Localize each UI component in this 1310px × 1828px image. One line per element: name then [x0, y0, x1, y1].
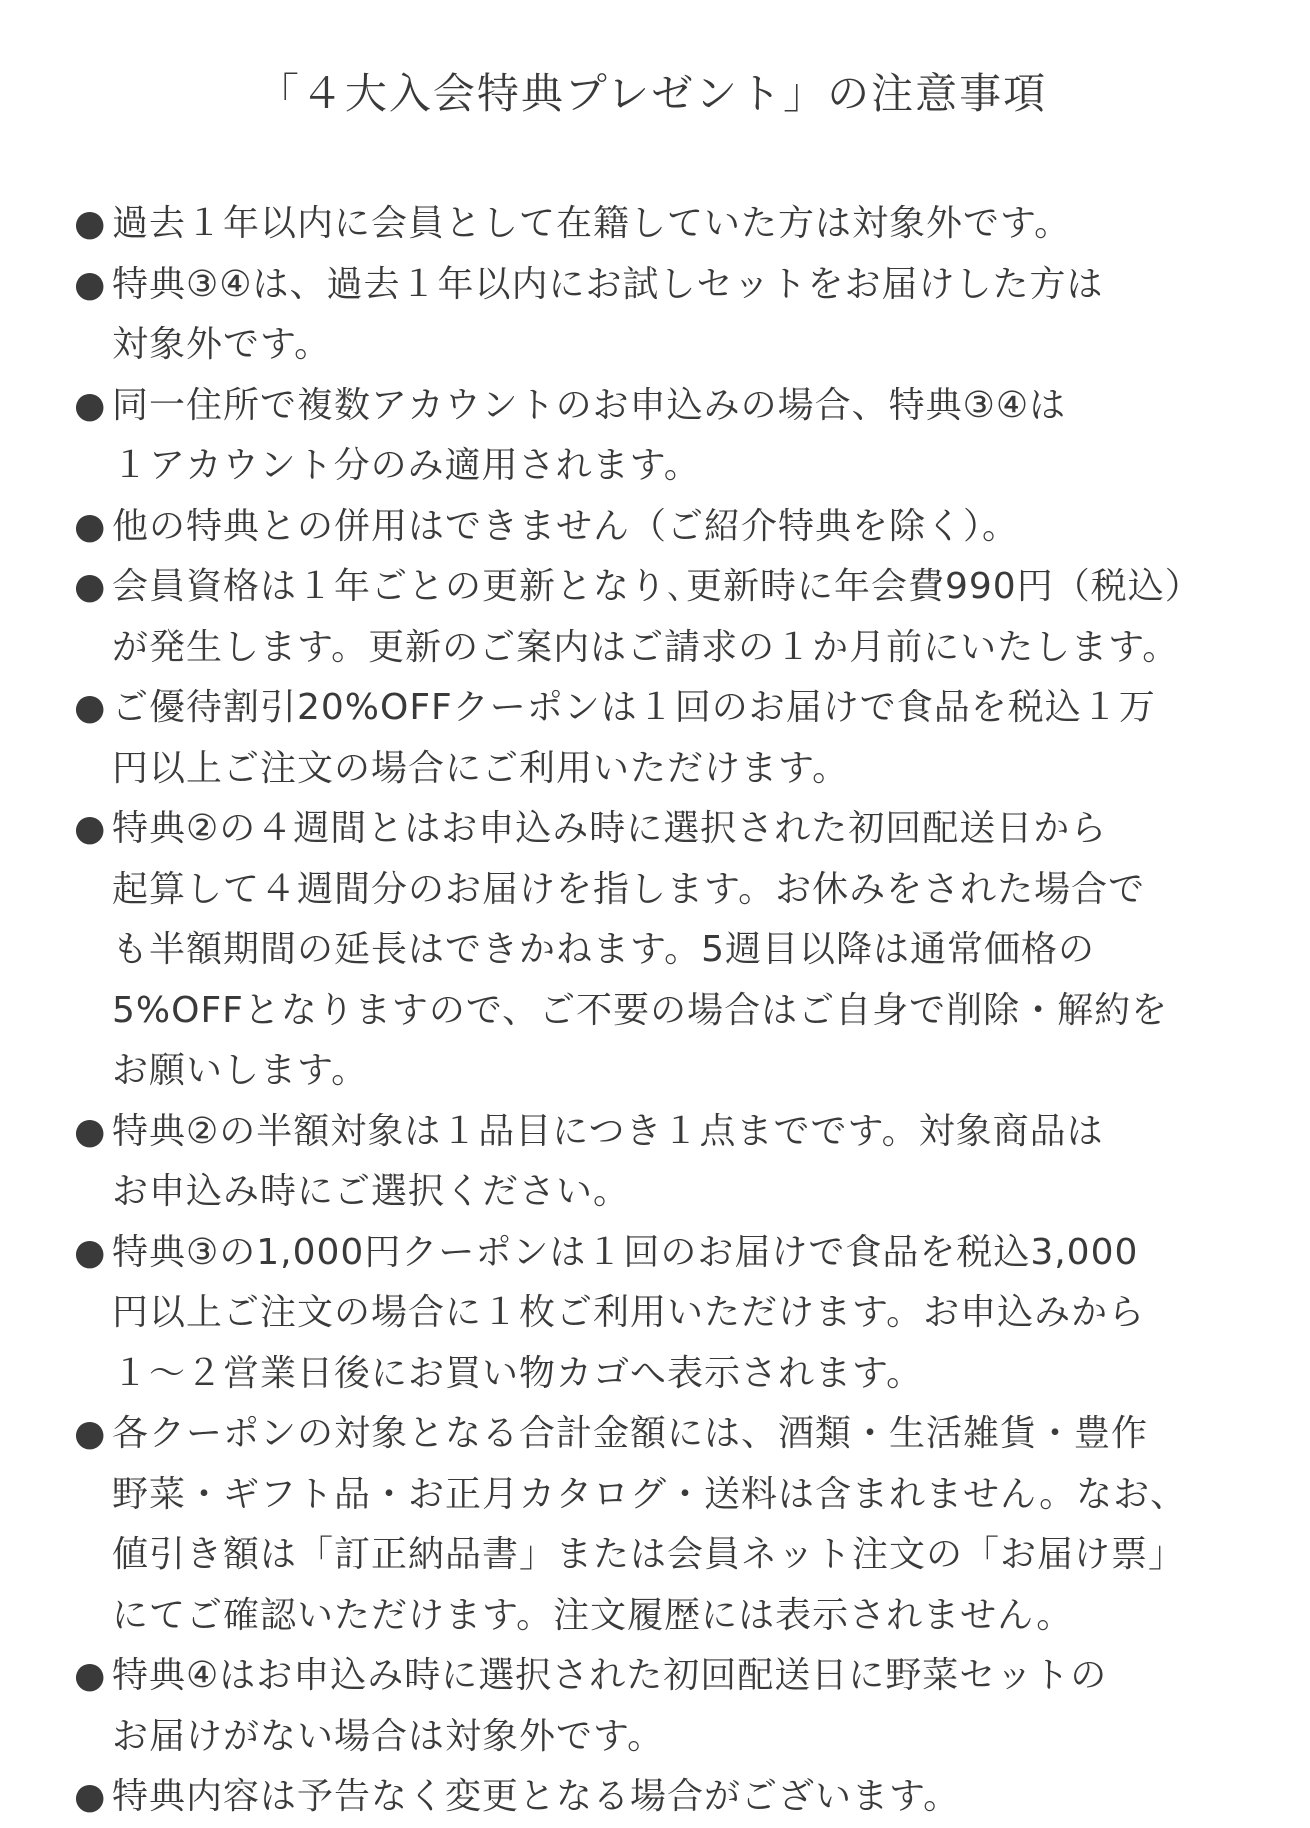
note-line: 5%OFFとなりますので、ご不要の場合はご自身で削除・解約を	[112, 989, 1169, 1031]
note-line: 会員資格は１年ごとの更新となり､更新時に年会費990円（税込）	[112, 566, 1202, 607]
bullet-icon: ●	[74, 1231, 107, 1273]
note-line: 過去１年以内に会員として在籍していた方は対象外です。	[112, 203, 1072, 244]
note-item	[74, 497, 1250, 558]
note-item	[74, 1223, 1250, 1405]
note-line: 起算して４週間分のお届けを指します。お休みをされた場合で	[112, 868, 1146, 910]
note-text	[112, 557, 1250, 678]
note-line: 特典③の1,000円クーポンは１回のお届けで食品を税込3,000	[112, 1231, 1139, 1273]
note-line: 他の特典との併用はできません（ご紹介特典を除く）。	[112, 505, 1020, 547]
note-text	[112, 376, 1250, 497]
note-line: 円以上ご注文の場合に１枚ご利用いただけます。お申込みから	[112, 1292, 1146, 1333]
bullet-icon: ●	[74, 203, 107, 244]
note-line: 特典③④は、過去１年以内にお試しセットをお届けした方は	[112, 263, 1104, 305]
note-line: 値引き額は「訂正納品書」または会員ネット注文の「お届け票」	[112, 1534, 1186, 1575]
note-text	[112, 1767, 1250, 1828]
note-line: 対象外です。	[112, 324, 332, 365]
note-item	[74, 255, 1250, 376]
note-item	[74, 799, 1250, 1102]
note-text	[112, 678, 1250, 799]
bullet-icon: ●	[74, 1110, 107, 1152]
note-line: 各クーポンの対象となる合計金額には、酒類・生活雑貨・豊作	[112, 1413, 1149, 1454]
note-line: 特典④はお申込み時に選択された初回配送日に野菜セットの	[112, 1655, 1108, 1696]
note-line: １アカウント分のみ適用されます。	[112, 445, 701, 486]
note-text	[112, 497, 1250, 558]
bullet-icon: ●	[74, 505, 107, 547]
bullet-icon: ●	[74, 1655, 107, 1696]
bullet-icon: ●	[74, 384, 107, 426]
note-text	[112, 1404, 1250, 1646]
note-line: お届けがない場合は対象外です。	[112, 1715, 665, 1757]
bullet-icon: ●	[74, 808, 107, 849]
note-item	[74, 1102, 1250, 1223]
note-line: ご優待割引20%OFFクーポンは１回のお届けで食品を税込１万	[112, 687, 1156, 728]
note-item	[74, 1404, 1250, 1646]
note-text	[112, 799, 1250, 1102]
note-text	[112, 255, 1250, 376]
note-text	[112, 1223, 1250, 1405]
note-text	[112, 1102, 1250, 1223]
note-text	[112, 194, 1250, 255]
note-text	[112, 1646, 1250, 1767]
bullet-icon: ●	[74, 1413, 107, 1454]
bullet-icon: ●	[74, 566, 107, 607]
note-line: 円以上ご注文の場合にご利用いただけます。	[112, 747, 850, 789]
note-line: 同一住所で複数アカウントのお申込みの場合、特典③④は	[112, 384, 1067, 426]
bullet-icon: ●	[74, 263, 107, 305]
bullet-icon: ●	[74, 687, 107, 728]
note-line: 特典内容は予告なく変更となる場合がございます。	[112, 1776, 961, 1817]
bullet-icon: ●	[74, 1776, 107, 1817]
note-item	[74, 1646, 1250, 1767]
page-title: 「４大入会特典プレゼント」の注意事項	[256, 69, 1048, 118]
note-line: 特典②の４週間とはお申込み時に選択された初回配送日から	[112, 808, 1108, 849]
note-line: も半額期間の延長はできかねます。5週目以降は通常価格の	[112, 929, 1096, 970]
note-line: １～２営業日後にお買い物カゴへ表示されます。	[112, 1352, 924, 1394]
note-line: お願いします。	[112, 1050, 369, 1091]
note-item	[74, 376, 1250, 497]
note-line: が発生します。更新のご案内はご請求の１か月前にいたします。	[112, 626, 1180, 668]
note-item	[74, 1767, 1250, 1828]
note-item	[74, 194, 1250, 255]
note-item	[74, 678, 1250, 799]
notes-list	[74, 194, 1250, 1828]
note-line: 特典②の半額対象は１品目につき１点までです。対象商品は	[112, 1110, 1104, 1152]
note-item	[74, 557, 1250, 678]
note-line: 野菜・ギフト品・お正月カタログ・送料は含まれません。なお、	[112, 1473, 1188, 1515]
note-line: お申込み時にご選択ください。	[112, 1171, 631, 1212]
note-line: にてご確認いただけます。注文履歴には表示されません。	[112, 1594, 1074, 1636]
